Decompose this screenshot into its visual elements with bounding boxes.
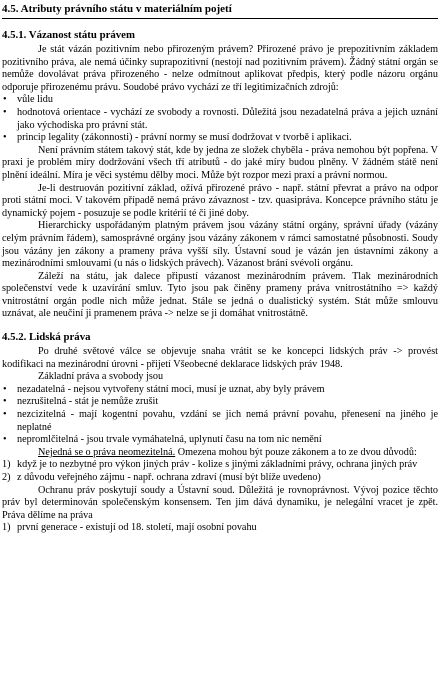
paragraph: Hierarchicky uspořádaným platným právem jsou vázány státní orgány, správní úřady (vázány celým právním řádem), samosprávné orgány jsou vázány zákonem v rámci samostatné působnosti. Soudy jsou vázány jen zákony a prameny práva vyšší síly. Ústavní soud je vázán jen ústavními zákony a mezinárodními smlouvami (u nás o lidských právech). Vázanost brání svévoli orgánu. xyxy=(2,220,438,270)
numbered-list xyxy=(2,459,438,484)
paragraph: Nejedná se o práva neomezitelná. Omezena mohou být pouze zákonem a to ze dvou důvodů: xyxy=(38,446,417,458)
list-item: • vůle lidu xyxy=(3,94,53,106)
list-item: • hodnotová orientace - vychází ze svobody a rovnosti. Důležitá jsou nezadatelná práva a jejich uznání jako východiska pro právní stát. xyxy=(3,106,438,131)
bullet-list xyxy=(2,94,438,144)
bullet-icon: • xyxy=(3,396,7,408)
bullet-icon: • xyxy=(3,132,7,144)
paragraph: Záleží na státu, jak dalece připustí vázanost mezinárodním právem. Tlak mezinárodních společenství vede k uzavírání smluv. Tyto jsou pak činěny prameny práva vnitrostátního => každý vnitrostátní orgán podle nich může jednat. Stále se jedná o dualistický systém. Stát může smlouvu uznávat, ale neučiní ji pramenem práva -> nelze se ji domáhat vnitrostátně. xyxy=(2,270,438,320)
paragraph: Po druhé světové válce se objevuje snaha vrátit se ke koncepci lidských práv -> provést kodifikaci na mezinárodní úrovni - přijetí Všeobecné deklarace lidských práv 1948. xyxy=(2,346,438,370)
bullet-icon: • xyxy=(3,409,7,421)
paragraph: Je-li destruován pozitivní základ, ožívá přirozené právo - např. státní převrat a právo na odpor proti státní moci. V takovém případě nemá právo závaznost - tzv. quasipráva. Koncepce právního státu je dynamický pojem - posuzuje se podle kritérií té či jiné doby. xyxy=(2,182,438,219)
bullet-icon: • xyxy=(3,383,7,395)
list-item: • nezcizitelná - mají kogentní povahu, vzdání se jich nemá právní povahu, přenesení na jiného je neplatné xyxy=(3,409,438,433)
list-item: • nezrušitelná - stát je nemůže zrušit xyxy=(3,396,159,408)
list-item: 1) první generace - existují od 18. století, mají osobní povahu xyxy=(2,522,257,534)
bullet-icon: • xyxy=(3,94,7,106)
list-item: • princip legality (zákonnosti) - právní normy se musí dodržovat v tvorbě i aplikaci. xyxy=(3,132,352,144)
list-item: • nezadatelná - nejsou vytvořeny státní moci, musí je uznat, aby byly právem xyxy=(3,383,325,395)
list-item: 2) z důvodu veřejného zájmu - např. ochrana zdraví (musí být blíže uvedeno) xyxy=(2,472,321,483)
document-body xyxy=(2,26,438,535)
subsection-heading-2: 4.5.2. Lidská práva xyxy=(2,331,91,344)
paragraph: Není právním státem takový stát, kde by jedna ze složek chyběla - práva nemohou být popřena. V praxi je problém míry dodržování všech tří atributů - do jaké míry budou plněny. V žádném státě není plnění ideální. Míra je věci systému dělby moci. Může být rozpor mezi praxí a právní normou. xyxy=(2,144,438,181)
paragraph: Je stát vázán pozitivním nebo přirozeným právem? Přirozené právo je prepozitivním základem pozitivního práva, ale nemá účinky suprapozitivní (nestojí nad pozitivním právem). Žádný státní orgán se nemůže dovolávat práva přirozeného - nelze odmítnout aplikovat předpis, který podle názoru orgánu odporuje přirozenému právu. Soudobé právo vychází ze tří legitimizačních zdrojů: xyxy=(2,44,438,93)
paragraph: Základní práva a svobody jsou xyxy=(38,371,164,383)
list-item: 1) když je to nezbytné pro výkon jiných práv - kolize s jinými základními právy, ochrana jiných práv xyxy=(2,459,418,471)
bullet-icon: • xyxy=(3,106,7,118)
underlined-text: Nejedná se o práva neomezitelná. xyxy=(38,446,176,458)
bullet-list xyxy=(2,384,438,447)
section-title: 4.5. Atributy právního státu v materiálním pojetí xyxy=(2,2,438,19)
subsection-heading-1: 4.5.1. Vázanost státu právem xyxy=(2,29,135,41)
numbered-list xyxy=(2,522,438,535)
paragraph: Ochranu práv poskytují soudy a Ústavní soud. Důležitá je rovnoprávnost. Vývoj pozice těchto práv byl determinován společenským konsensem. Ten jim dává dynamiku, je nelegální vracet je zpět. Práva dělíme na práva xyxy=(2,484,438,521)
list-item: • nepromlčitelná - jsou trvale vymáhatelná, uplynutí času na tom nic nemění xyxy=(3,434,322,446)
bullet-icon: • xyxy=(3,434,7,446)
